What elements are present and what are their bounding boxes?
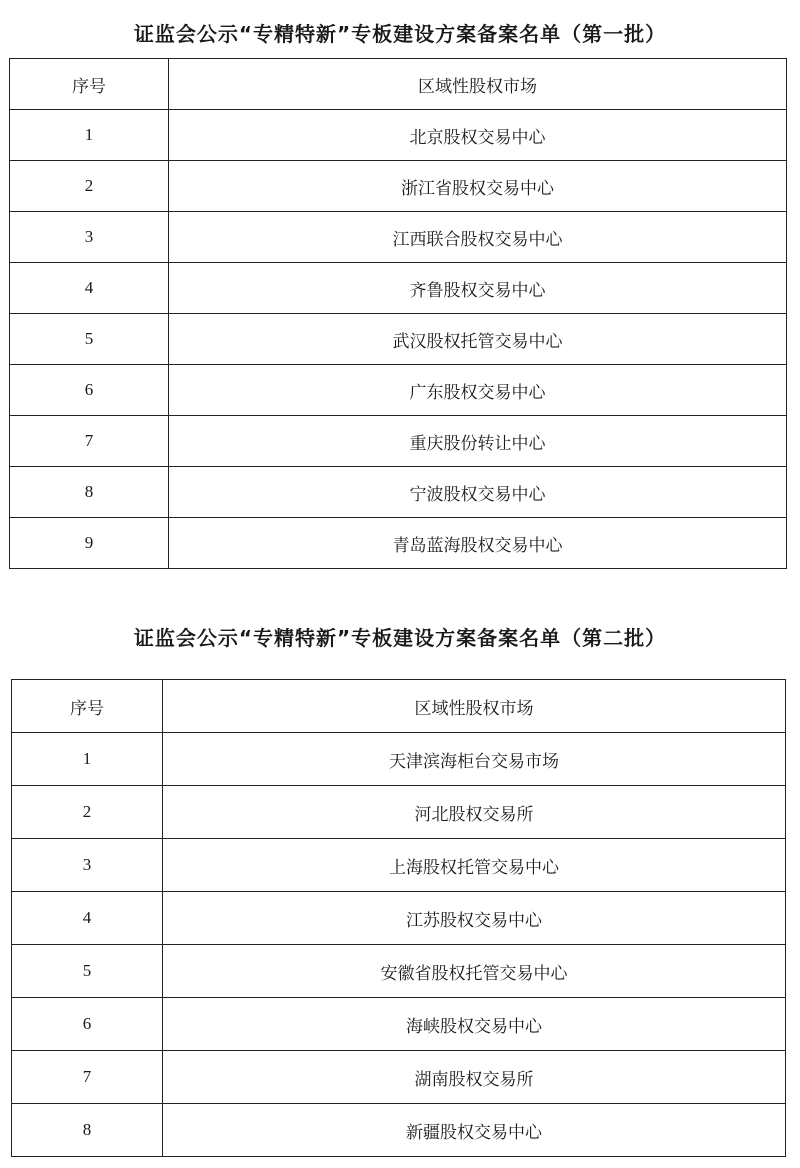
table-row: [12, 1051, 786, 1104]
row-market: 浙江省股权交易中心: [169, 161, 787, 212]
row-index: 3: [10, 212, 169, 263]
row-index: 2: [12, 786, 163, 839]
table-header-row: [12, 680, 786, 733]
table-row: [12, 945, 786, 998]
table-row: [12, 892, 786, 945]
table-row: [12, 998, 786, 1051]
table-row: [10, 467, 787, 518]
row-market: 齐鲁股权交易中心: [169, 263, 787, 314]
row-index: 6: [10, 365, 169, 416]
row-market: 安徽省股权托管交易中心: [163, 945, 786, 998]
batch2-table: [11, 679, 786, 1157]
row-market: 重庆股份转让中心: [169, 416, 787, 467]
batch1-title: 证监会公示“专精特新”专板建设方案备案名单（第一批）: [133, 22, 667, 46]
table-row: [12, 1104, 786, 1157]
row-index: 9: [10, 518, 169, 569]
table-row: [10, 110, 787, 161]
row-market: 海峡股权交易中心: [163, 998, 786, 1051]
batch1-table: [9, 58, 787, 569]
table-row: [12, 786, 786, 839]
table-row: [10, 518, 787, 569]
row-market: 新疆股权交易中心: [163, 1104, 786, 1157]
row-index: 6: [12, 998, 163, 1051]
row-market: 河北股权交易所: [163, 786, 786, 839]
table-row: [12, 839, 786, 892]
row-index: 7: [10, 416, 169, 467]
table-row: [12, 733, 786, 786]
table-row: [10, 365, 787, 416]
row-market: 青岛蓝海股权交易中心: [169, 518, 787, 569]
header-index: 序号: [12, 680, 163, 733]
row-index: 5: [10, 314, 169, 365]
row-market: 江西联合股权交易中心: [169, 212, 787, 263]
table-row: [10, 263, 787, 314]
row-market: 天津滨海柜台交易市场: [163, 733, 786, 786]
header-market: 区域性股权市场: [163, 680, 786, 733]
row-index: 8: [10, 467, 169, 518]
row-market: 北京股权交易中心: [169, 110, 787, 161]
row-index: 1: [12, 733, 163, 786]
row-index: 4: [12, 892, 163, 945]
row-market: 湖南股权交易所: [163, 1051, 786, 1104]
batch2-title: 证监会公示“专精特新”专板建设方案备案名单（第二批）: [133, 626, 667, 650]
table-row: [10, 416, 787, 467]
table-row: [10, 212, 787, 263]
row-index: 2: [10, 161, 169, 212]
row-market: 宁波股权交易中心: [169, 467, 787, 518]
row-index: 7: [12, 1051, 163, 1104]
table-row: [10, 161, 787, 212]
row-index: 4: [10, 263, 169, 314]
row-market: 广东股权交易中心: [169, 365, 787, 416]
row-index: 3: [12, 839, 163, 892]
row-market: 江苏股权交易中心: [163, 892, 786, 945]
row-market: 武汉股权托管交易中心: [169, 314, 787, 365]
row-index: 1: [10, 110, 169, 161]
header-market: 区域性股权市场: [169, 59, 787, 110]
table-row: [10, 314, 787, 365]
header-index: 序号: [10, 59, 169, 110]
row-market: 上海股权托管交易中心: [163, 839, 786, 892]
table-header-row: [10, 59, 787, 110]
row-index: 8: [12, 1104, 163, 1157]
row-index: 5: [12, 945, 163, 998]
